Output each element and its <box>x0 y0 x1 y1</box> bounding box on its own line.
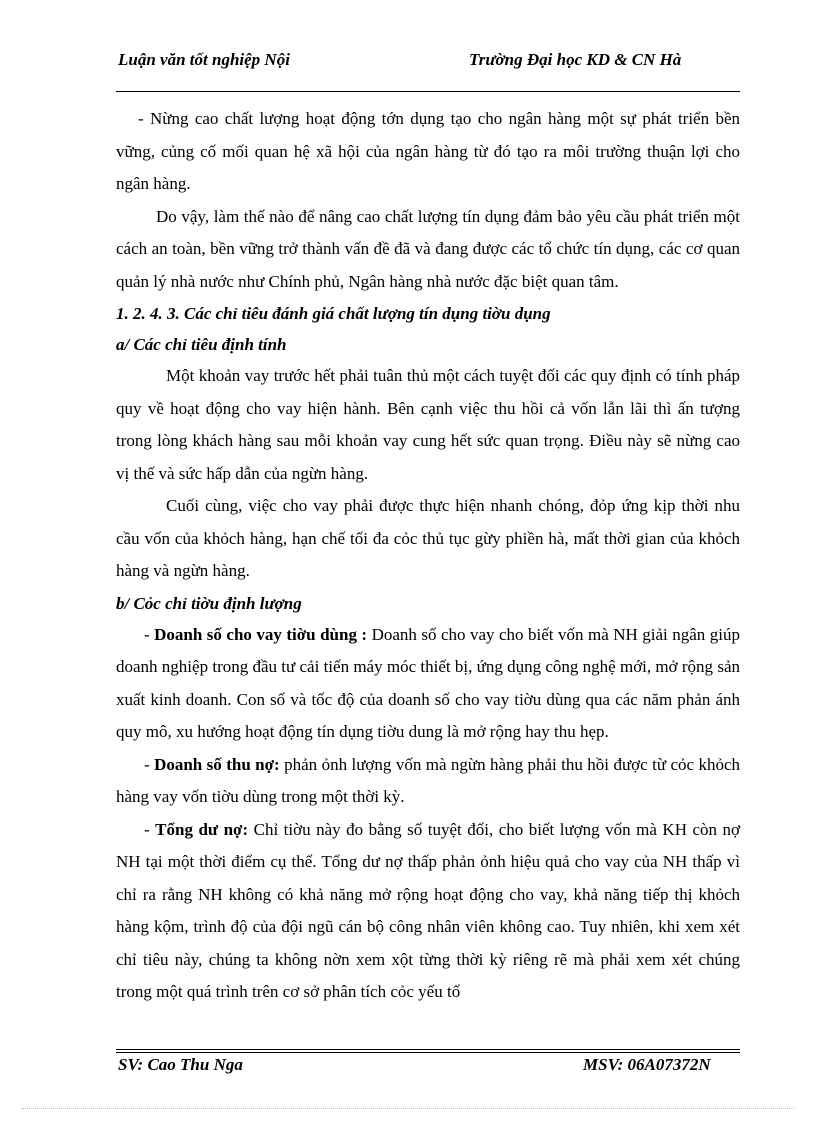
paragraph-2: Do vậy, làm thế nào để nâng cao chất lượng tín dụng đảm bảo yêu cầu phát triển một cách an toàn, bền vững trở thành vấn đề đã và đang được các tổ chức tín dụng, các cơ quan quản lý nhà nước như Chính phủ, Ngân hàng nhà nước đặc biệt quan tâm. <box>116 206 740 291</box>
text-loan-turnover: Doanh số cho vay cho biết vốn mà NH giải ngân giúp doanh nghiệp trong đầu tư cải tiến máy móc thiết bị, ứng dụng công nghệ mới, mở rộng sản xuất kinh doanh. Con số và tốc độ của doanh số cho vay tiờu dùng qua các năm phản ánh quy mô, xu hướng hoạt động tín dụng tiờu dung là mở rộng hay thu hẹp. <box>116 624 740 741</box>
subheading-qualitative: a/ Các chỉ tiêu định tính <box>116 335 287 354</box>
dash-1: - <box>144 624 155 644</box>
paragraph-3: Một khoản vay trước hết phải tuân thủ một cách tuyệt đối các quy định có tính pháp quy về hoạt động cho vay hiện hành. Bên cạnh việc thu hồi cả vốn lẫn lãi thì ấn tượng trong lòng khách hàng sau mỗi khoản vay cung hết sức quan trọng. Điều này sẽ nừng cao vị thế và sức hấp dẫn của ngừn hàng. <box>116 366 740 483</box>
header-thesis-title: Luận văn tốt nghiệp Nội <box>118 50 290 69</box>
paragraph-outstanding <box>116 814 740 1009</box>
term-outstanding: Tổng dư nợ: <box>155 819 249 839</box>
term-loan-turnover: Doanh số cho vay tiờu dùng : <box>154 624 368 644</box>
paragraph-4: Cuối cùng, việc cho vay phải được thực hiện nhanh chóng, đỏp ứng kịp thời nhu cầu vốn của khỏch hàng, hạn chế tối đa cỏc thủ tục gừy phiền hà, mất thời gian của khỏch hàng và ngừn hàng. <box>116 496 740 580</box>
header-university: Trường Đại học KD & CN Hà <box>469 50 682 69</box>
term-collection: Doanh số thu nợ: <box>154 754 280 774</box>
footer-student-id: MSV: 06A07372N <box>583 1055 711 1074</box>
footer-student-name: SV: Cao Thu Nga <box>118 1055 243 1074</box>
subheading-quantitative: b/ Cỏc chỉ tiờu định lượng <box>116 593 302 613</box>
paragraph-1: - Nừng cao chất lượng hoạt động tớn dụng tạo cho ngân hàng một sự phát triển bền vững, củng cố mối quan hệ xã hội của ngân hàng từ đó tạo ra môi trường thuận lợi cho ngân hàng. <box>116 109 740 193</box>
page-edge-dotted-line <box>22 1108 794 1109</box>
footer-rule-bottom <box>116 1052 740 1053</box>
footer-rule-top <box>116 1049 740 1050</box>
text-outstanding: Chỉ tiờu này đo bằng số tuyệt đối, cho biết lượng vốn mà KH còn nợ NH tại một thời điểm cụ thể. Tổng dư nợ thấp phản ỏnh hiệu quả cho vay của NH thấp vì chỉ ra rằng NH không có khả năng mở rộng hoạt động cho vay, khả năng tiếp thị khỏch hàng kộm, trình độ của đội ngũ cán bộ công nhân viên không cao. Tuy nhiên, khi xem xét chỉ tiêu này, chúng ta không nờn xem xột từng thời kỳ riêng rẽ mà phải xem xét chúng trong một quá trình trên cơ sở phân tích cỏc yếu tố <box>116 819 740 1001</box>
paragraph-loan-turnover <box>116 619 740 749</box>
body-text <box>116 103 740 1009</box>
header-rule <box>116 91 740 92</box>
text-collection: phản ỏnh lượng vốn mà ngừn hàng phải thu hồi được từ cỏc khỏch hàng vay vốn tiờu dùng trong một thời kỳ. <box>116 754 740 806</box>
paragraph-collection <box>116 749 740 814</box>
section-heading: 1. 2. 4. 3. Các chỉ tiêu đánh giá chất lượng tín dụng tiờu dụng <box>116 304 551 323</box>
dash-3: - <box>144 819 156 839</box>
dash-2: - <box>144 754 155 774</box>
